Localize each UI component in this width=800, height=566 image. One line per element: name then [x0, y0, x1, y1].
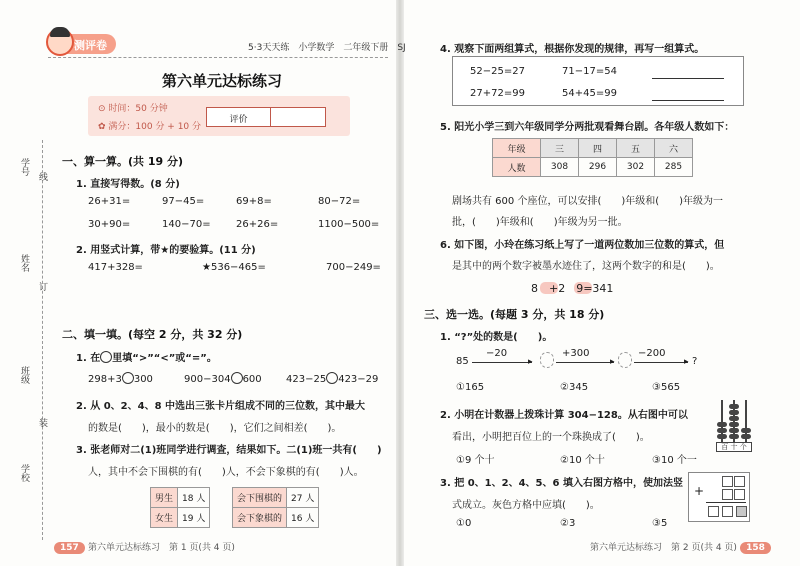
table-cell: 六 — [655, 139, 693, 158]
student-name-label: 姓名 — [19, 254, 29, 272]
seal-bind-label: 装 — [37, 418, 47, 427]
s3-q3-line1: 3. 把 0、1、2、4、5、6 填入右图方格中，使加法竖 — [440, 478, 683, 489]
grid-cell[interactable] — [722, 476, 733, 487]
s2-q3-line2: 人，其中不会下围棋的有( )人，不会下象棋的有( )人。 — [88, 467, 364, 478]
left-footer — [54, 540, 235, 553]
grid-cell[interactable] — [722, 489, 733, 500]
table-cell: 19 人 — [178, 508, 210, 528]
s1-q1-item: 69+8= — [236, 196, 272, 207]
book-spine — [396, 0, 404, 566]
s2-q1-title: 1. 在 里填“>”“<”或“=”。 — [76, 353, 217, 364]
header-rule — [48, 57, 388, 58]
s2-q2-line1: 2. 从 0、2、4、8 中选出三张卡片组成不同的三位数，其中最大 — [76, 401, 366, 412]
grid-cell-gray[interactable] — [736, 506, 747, 517]
s3-q1-title: 1. “?”处的数是( )。 — [440, 332, 553, 343]
s2-q2-line2: 的数是( )，最小的数是( )，它们之间相差( )。 — [88, 423, 342, 434]
table-cell: 308 — [541, 158, 579, 177]
chain-op: −20 — [486, 348, 508, 359]
footer-text: 第六单元达标练习 第 1 页(共 4 页) — [87, 543, 235, 553]
table-cell: 四 — [579, 139, 617, 158]
s1-q1-title: 1. 直接写得数。(8 分) — [76, 179, 180, 190]
abacus-label: 个 — [739, 443, 747, 451]
full-score: ✿ 满分：100 分 + 10 分 — [98, 122, 202, 132]
abacus-label: 百 — [721, 443, 729, 451]
chain-start: 85 — [456, 356, 469, 367]
grid-cell[interactable] — [734, 489, 745, 500]
skills-table — [232, 487, 319, 528]
section-1-title: 一、算一算。(共 19 分) — [62, 155, 184, 168]
s1-q1-item: 30+90= — [88, 219, 131, 230]
table-cell: 会下围棋的 — [233, 488, 287, 508]
option[interactable]: ③10 个一 — [652, 455, 697, 466]
table-cell: 285 — [655, 158, 693, 177]
q5-line2: 批，( )年级和( )年级为另一批。 — [452, 217, 628, 228]
table-cell: 三 — [541, 139, 579, 158]
table-cell: 296 — [579, 158, 617, 177]
page-number: 157 — [54, 542, 85, 554]
option[interactable]: ②345 — [560, 382, 589, 393]
arrow-line — [556, 362, 614, 363]
table-cell: 人数 — [493, 158, 541, 177]
option[interactable]: ①9 个十 — [456, 455, 495, 466]
seal-line-label: 线 — [37, 172, 47, 181]
arrow-head-icon: ▸ — [528, 357, 533, 367]
option[interactable]: ③5 — [652, 518, 668, 529]
circle-blank-icon[interactable] — [326, 372, 338, 384]
s3-q2-line1: 2. 小明在计数器上拨珠计算 304−128。从右图中可以 — [440, 410, 688, 421]
s1-q2-item: ★536−465= — [202, 262, 266, 273]
s1-q2-title: 2. 用竖式计算，带★的要验算。(11 分) — [76, 245, 256, 256]
chain-end: ? — [692, 356, 698, 367]
grade-table — [492, 138, 693, 177]
compare-item: 900−304 600 — [184, 374, 262, 385]
section-2-title: 二、填一填。(每空 2 分，共 32 分) — [62, 328, 243, 341]
right-footer — [590, 540, 771, 553]
evaluation-label: 评价 — [207, 108, 271, 126]
mascot-icon — [46, 28, 74, 56]
chain-op: −200 — [638, 348, 666, 359]
s1-q2-item: 700−249= — [326, 262, 381, 273]
class-label: 班级 — [19, 366, 29, 384]
student-id-label: 学号 — [19, 158, 29, 176]
table-cell: 16 人 — [287, 508, 319, 528]
circle-blank-icon — [100, 351, 112, 363]
s1-q1-item: 1100−500= — [318, 219, 380, 230]
s3-q3-line2: 式成立。灰色方格中应填( )。 — [452, 500, 600, 511]
table-cell: 年级 — [493, 139, 541, 158]
table-cell: 女生 — [151, 508, 178, 528]
grid-cell[interactable] — [708, 506, 719, 517]
chain-op: +300 — [562, 348, 590, 359]
section-3-title: 三、选一选。(每题 3 分，共 18 分) — [424, 308, 605, 321]
s2-q3-line1: 3. 张老师对二(1)班同学进行调查，结果如下。二(1)班一共有( ) — [76, 445, 382, 456]
q6-line1: 6. 如下图，小玲在练习纸上写了一道两位数加三位数的算式，但 — [440, 240, 725, 251]
page-number: 158 — [740, 542, 771, 554]
q5-line1: 剧场共有 600 个座位，可以安排( )年级和( )年级为一 — [452, 196, 724, 207]
s3-q2-line2: 看出，小明把百位上的一个珠换成了( )。 — [452, 432, 650, 443]
plus-sign: + — [694, 484, 705, 498]
circle-blank-icon[interactable] — [231, 372, 243, 384]
evaluation-box — [206, 107, 326, 127]
compare-item: 423−25 423−29 — [286, 374, 379, 385]
q5-title: 5. 阳光小学三到六年级同学分两批观看舞台剧。各年级人数如下： — [440, 122, 735, 133]
option[interactable]: ②3 — [560, 518, 576, 529]
s1-q1-item: 97−45= — [162, 196, 205, 207]
grid-cell[interactable] — [722, 506, 733, 517]
book-header: 5·3天天练 小学数学 二年级下册 SJ — [248, 43, 406, 53]
table-cell: 男生 — [151, 488, 178, 508]
option[interactable]: ①165 — [456, 382, 485, 393]
arrow-head-icon: ▸ — [684, 357, 689, 367]
table-cell: 302 — [617, 158, 655, 177]
chain-blank[interactable] — [540, 352, 554, 368]
compare-item: 298+3 300 — [88, 374, 153, 385]
option[interactable]: ③565 — [652, 382, 681, 393]
footer-text: 第六单元达标练习 第 2 页(共 4 页) — [590, 543, 737, 553]
s1-q2-item: 417+328= — [88, 262, 143, 273]
sum-line — [706, 502, 746, 503]
abacus-label: 十 — [730, 443, 738, 451]
answer-line[interactable] — [652, 78, 724, 79]
abacus-icon — [716, 400, 752, 452]
chain-blank[interactable] — [618, 352, 632, 368]
calc-item: 54+45=99 — [562, 88, 617, 99]
gender-table — [150, 487, 210, 528]
page-title: 第六单元达标练习 — [162, 72, 283, 90]
q4-title: 4. 观察下面两组算式，根据你发现的规律，再写一组算式。 — [440, 44, 705, 55]
badge-label: 测评卷 — [74, 39, 107, 52]
circle-blank-icon[interactable] — [122, 372, 134, 384]
s1-q1-item: 26+26= — [236, 219, 279, 230]
s1-q1-item: 80−72= — [318, 196, 361, 207]
option[interactable]: ②10 个十 — [560, 455, 605, 466]
s1-q1-item: 140−70= — [162, 219, 211, 230]
answer-line[interactable] — [652, 100, 724, 101]
q6-expression: 8 +2 9=341 — [531, 282, 614, 295]
arrow-head-icon: ▸ — [610, 357, 615, 367]
table-cell: 18 人 — [178, 488, 210, 508]
arrow-line — [634, 362, 688, 363]
grid-cell[interactable] — [734, 476, 745, 487]
calc-item: 27+72=99 — [470, 88, 525, 99]
option[interactable]: ①0 — [456, 518, 472, 529]
table-cell: 27 人 — [287, 488, 319, 508]
school-label: 学校 — [19, 464, 29, 482]
s1-q1-item: 26+31= — [88, 196, 131, 207]
time-limit: ⊙ 时间：50 分钟 — [98, 104, 168, 114]
arrow-line — [472, 362, 532, 363]
calc-item: 71−17=54 — [562, 66, 617, 77]
calc-item: 52−25=27 — [470, 66, 525, 77]
q6-line2: 是其中的两个数字被墨水迹住了，这两个数字的和是( )。 — [452, 261, 720, 272]
table-cell: 会下象棋的 — [233, 508, 287, 528]
binding-line — [42, 140, 43, 540]
seal-order-label: 订 — [37, 282, 47, 291]
table-cell: 五 — [617, 139, 655, 158]
test-badge — [52, 34, 116, 54]
